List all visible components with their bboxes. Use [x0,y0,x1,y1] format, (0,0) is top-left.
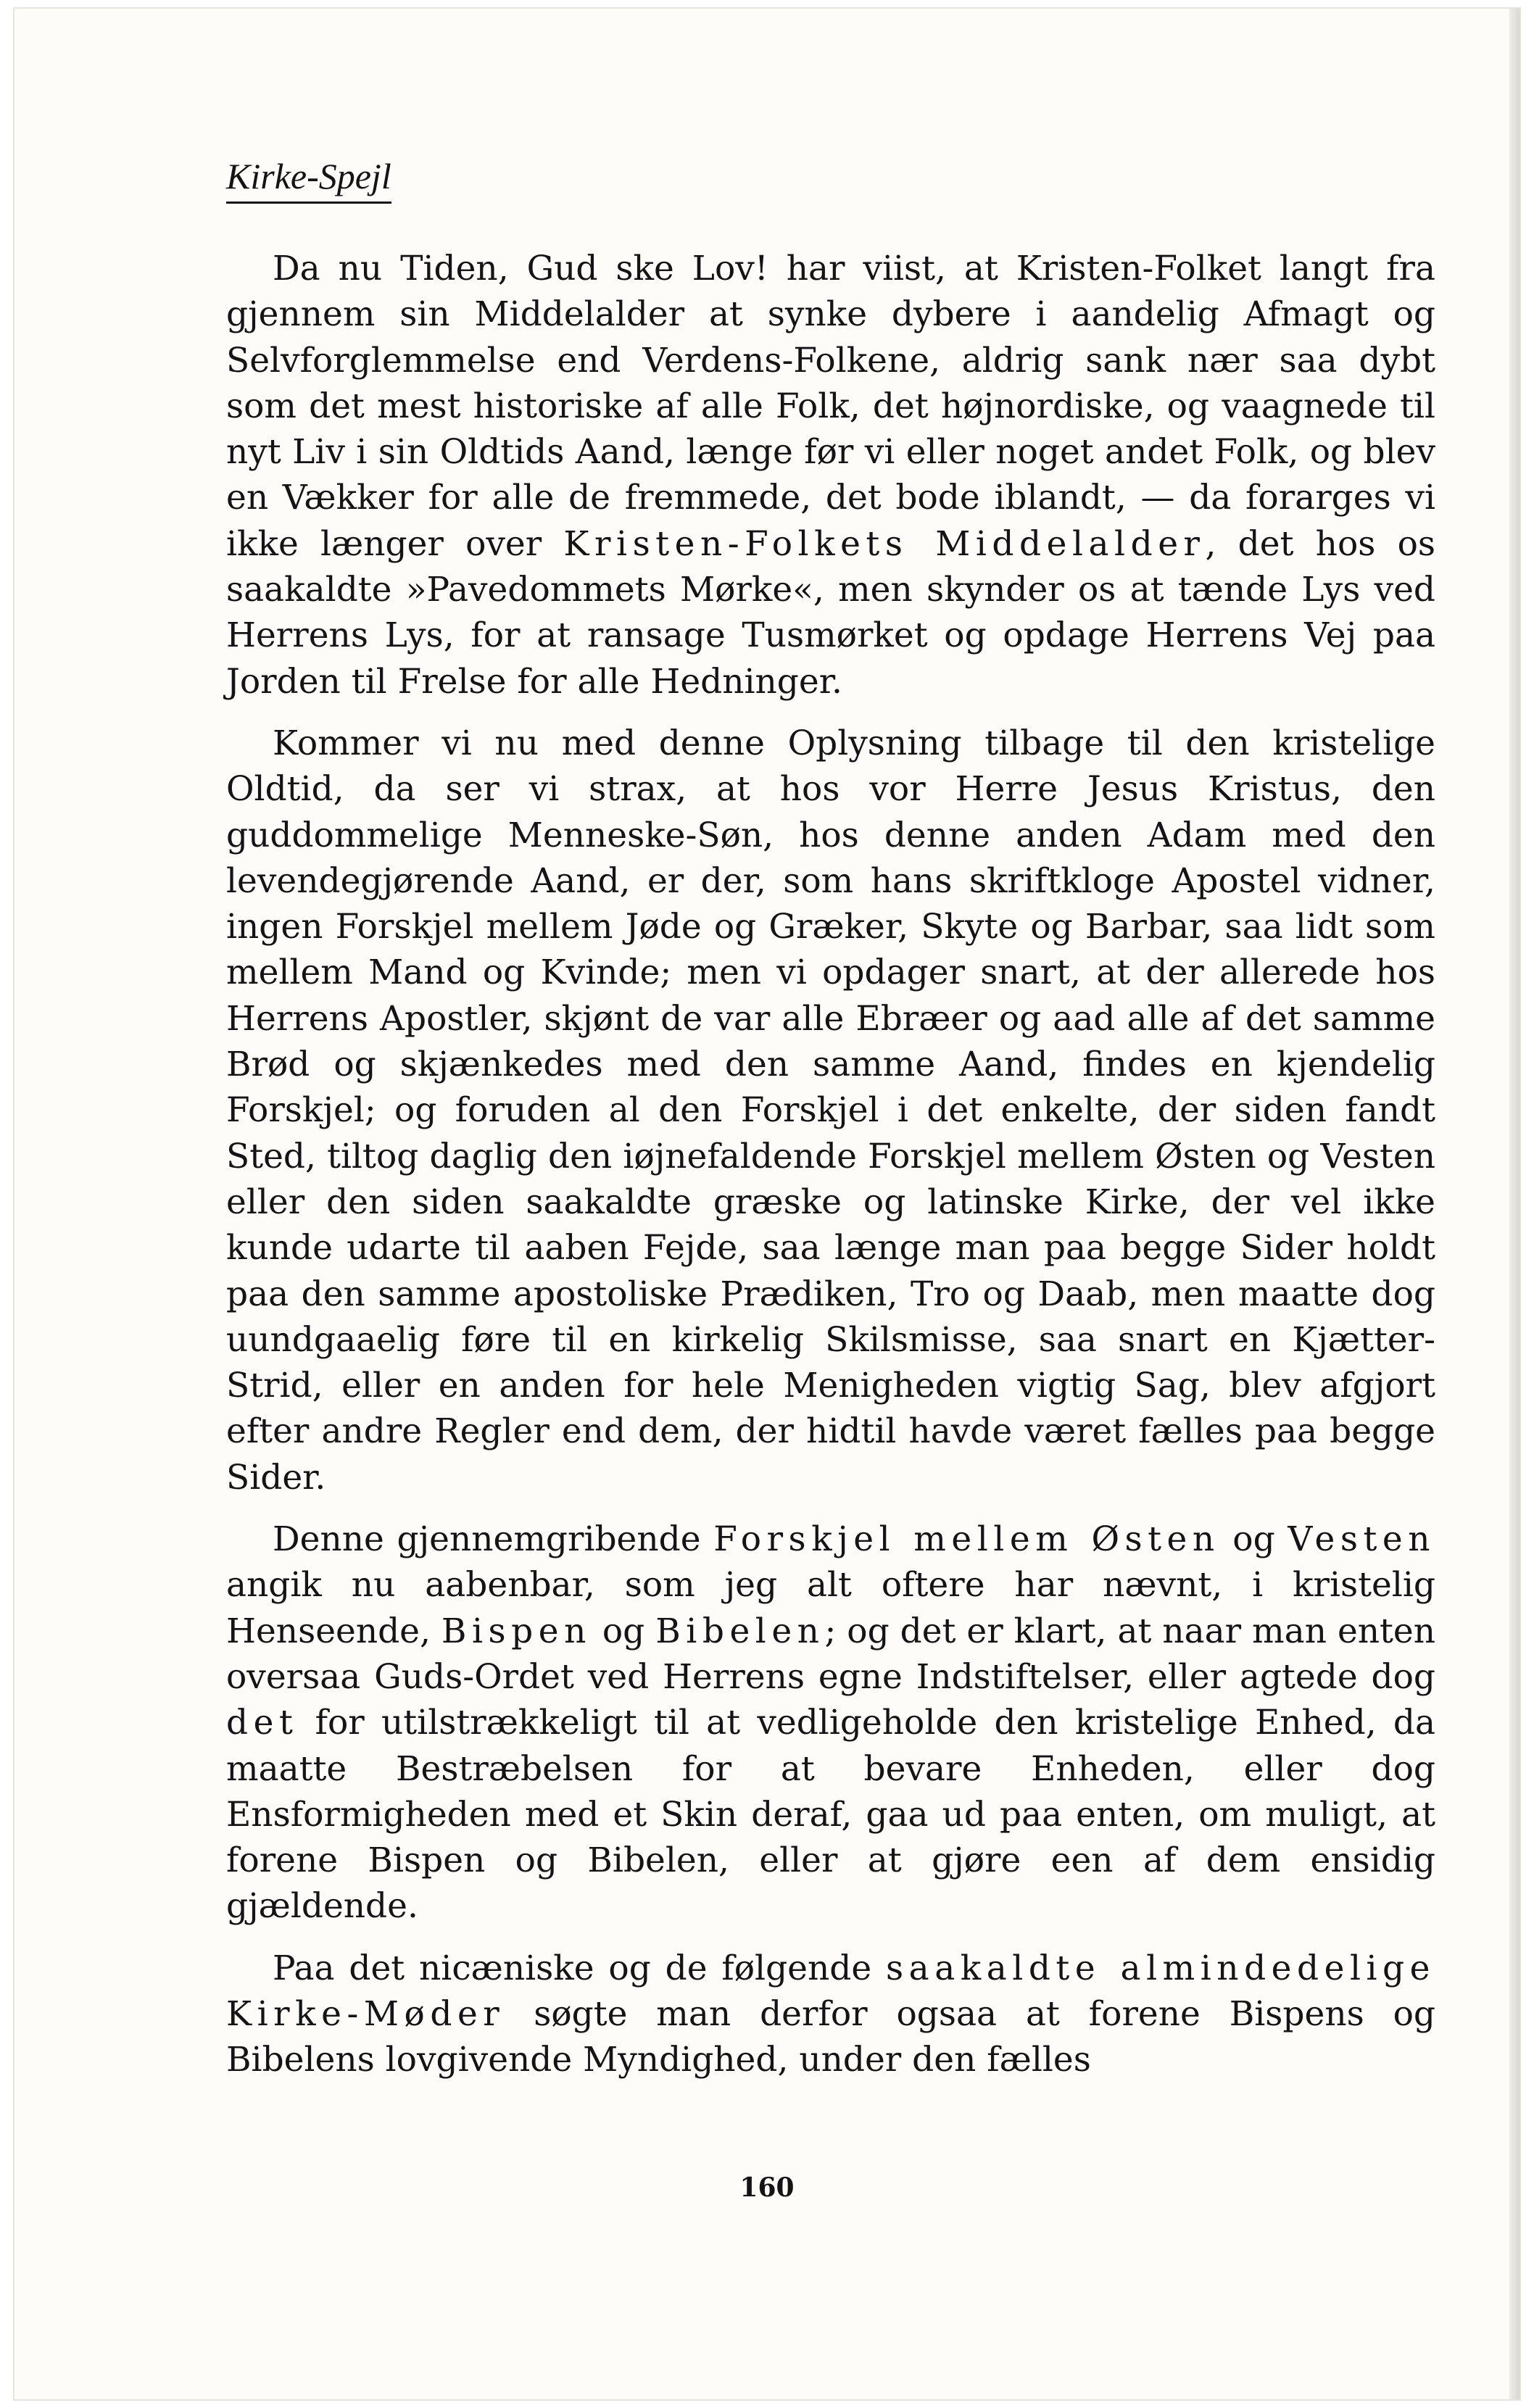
text-run: ; og det er klart, at naar man enten oversaa Guds-Ordet ved Herrens egne Indstiftelser, eller agtede dog [226,1611,1436,1697]
page-number: 160 [739,2172,795,2203]
spaced-emphasis-text: det [226,1703,299,1743]
spaced-emphasis-text: Bibelen [655,1611,825,1651]
spaced-emphasis-text: saakaldte almindedelige Kirke-Møder [226,1948,1435,2034]
text-run: og [1219,1519,1288,1560]
paragraph-4 [226,1946,1435,2083]
paragraph-1 [226,246,1435,705]
spaced-emphasis-text: Bispen [441,1611,592,1651]
body-text [226,246,1435,2083]
text-run: Denne gjennemgribende [273,1519,714,1560]
text-run: søgte man derfor ogsaa at forene Bispens og Bibelens lovgivende Myndighed, under den fælles [226,1993,1435,2080]
spaced-emphasis-text: Vesten [1288,1519,1435,1560]
paragraph-3 [226,1516,1435,1930]
text-run: , det hos os saakaldte »Pavedommets Mørke«, men skynder os at tænde Lys ved Herrens Lys, for at ransage Tusmørket og opdage Herrens Vej paa Jorden til Frelse for alle Hedninger. [226,523,1435,702]
text-run: angik nu aabenbar, som jeg alt oftere har nævnt, i kristelig Henseende, [226,1565,1435,1651]
page-content [226,154,1435,2099]
book-page [13,7,1521,2401]
spaced-emphasis-text: Forskjel mellem Østen [713,1519,1220,1560]
spaced-emphasis-text: Kristen-Folkets Middelalder [563,523,1206,564]
running-header: Kirke-Spejl [226,154,391,204]
text-run: Paa det nicæniske og de følgende [273,1948,887,1988]
page-edge-shadow [1509,9,1520,2399]
text-run: for utilstrækkeligt til at vedligeholde den kristelige Enhed, da maatte Bestræbelsen for at bevare Enheden, eller dog Ensformigheden med et Skin deraf, gaa ud paa enten, om muligt, at forene Bispen og Bibelen, eller at gjøre een af dem ensidig gjældende. [226,1703,1435,1927]
text-run: Da nu Tiden, Gud ske Lov! har viist, at Kristen-Folket langt fra gjennem sin Middelalder at synke dybere i aandelig Afmagt og Selvforglemmelse end Verdens-Folkene, aldrig sank nær saa dybt som det mest historiske af alle Folk, det højnordiske, og vaagnede til nyt Liv i sin Oldtids Aand, længe før vi eller noget andet Folk, og blev en Vækker for alle de fremmede, det bode iblandt, — da forarges vi ikke længer over [226,249,1435,564]
text-run: og [591,1611,656,1651]
text-run: Kommer vi nu med denne Oplysning tilbage til den kristelige Oldtid, da ser vi strax, at hos vor Herre Jesus Kristus, den guddommelige Menneske-Søn, hos denne anden Adam med den levendegjørende Aand, er der, som hans skriftkloge Apostel vidner, ingen Forskjel mellem Jøde og Græker, Skyte og Barbar, saa lidt som mellem Mand og Kvinde; men vi opdager snart, at der allerede hos Herrens Apostler, skjønt de var alle Ebræer og aad alle af det samme Brød og skjænkedes med den samme Aand, findes en kjendelig Forskjel; og foruden al den Forskjel i det enkelte, der siden fandt Sted, tiltog daglig den iøjnefaldende Forskjel mellem Østen og Vesten eller den siden saakaldte græske og latinske Kirke, der vel ikke kunde udarte til aaben Fejde, saa længe man paa begge Sider holdt paa den samme apostoliske Prædiken, Tro og Daab, men maatte dog uundgaaelig føre til en kirkelig Skilsmisse, saa snart en Kjætter-Strid, eller en anden for hele Menigheden vigtig Sag, blev afgjort efter andre Regler end dem, der hidtil havde været fælles paa begge Sider. [226,723,1435,1498]
paragraph-2 [226,721,1435,1500]
